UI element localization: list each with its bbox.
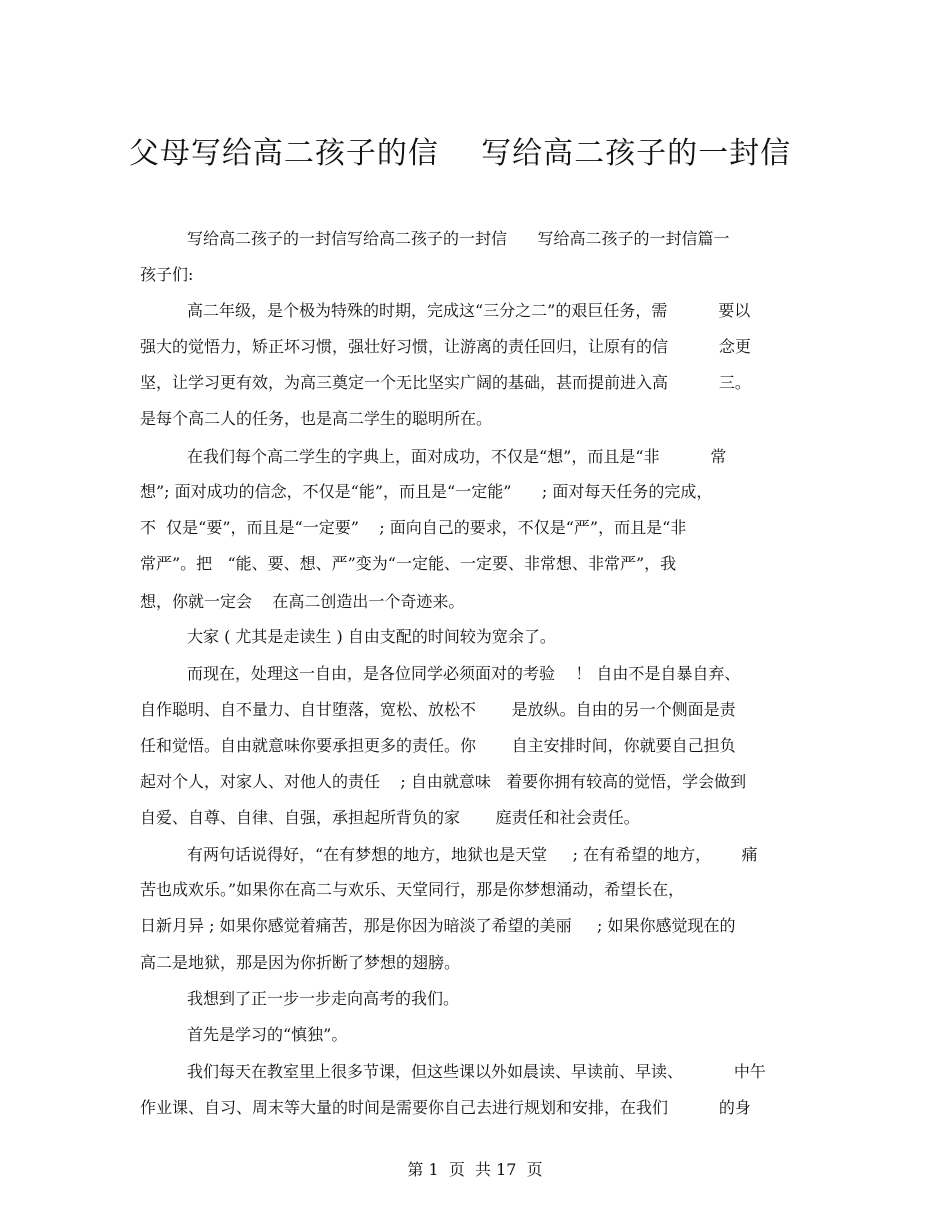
text-line: 作业课、自习、周末等大量的时间是需要你自己去进行规划和安排，在我们 的身 — [140, 1098, 751, 1117]
text-line: 常严”。把 “能、要、想、严”变为“一定能、一定要、非常想、非常严”，我 — [140, 554, 677, 573]
text-line: 孩子们: — [140, 265, 194, 284]
text-line: 坚，让学习更有效，为高三奠定一个无比坚实广阔的基础，甚而提前进入高 三。 — [140, 373, 751, 392]
text-line: 日新月异 ; 如果你感觉着痛苦，那是你因为暗淡了希望的美丽 ; 如果你感觉现在的 — [140, 916, 736, 935]
text-line: 苦也成欢乐。”如果你在高二与欢乐、天堂同行，那是你梦想涌动，希望长在， — [140, 880, 685, 899]
text-line: 而现在，处理这一自由，是各位同学必须面对的考验 ！ 自由不是自暴自弃、 — [187, 664, 741, 683]
page-footer: 第 1 页 共 17 页 — [407, 1160, 543, 1179]
text-line: 我想到了正一步一步走向高考的我们。 — [187, 989, 460, 1008]
page-title: 父母写给高二孩子的信 写给高二孩子的一封信 — [128, 136, 792, 171]
text-line: 我们每天在教室里上很多节课，但这些课以外如晨读、早读前、早读、 中午 — [187, 1062, 766, 1081]
text-line: 写给高二孩子的一封信写给高二孩子的一封信 写给高二孩子的一封信篇一 — [187, 229, 730, 248]
text-line: 想，你就一定会 在高二创造出一个奇迹来。 — [140, 592, 465, 611]
text-line: 想”; 面对成功的信念，不仅是“能”，而且是“一定能” ; 面对每天任务的完成， — [140, 482, 713, 501]
text-line: 起对个人，对家人、对他人的责任 ; 自由就意味 着要你拥有较高的觉悟，学会做到 — [140, 772, 747, 791]
text-line: 自作聪明、自不量力、自甘堕落，宽松、放松不 是放纵。自由的另一个侧面是责 — [140, 700, 736, 719]
text-line: 在我们每个高二学生的字典上，面对成功，不仅是“想”，而且是“非 常 — [187, 447, 727, 466]
text-line: 高二是地狱，那是因为你折断了梦想的翅膀。 — [140, 953, 461, 972]
text-line: 有两句话说得好，“在有梦想的地方，地狱也是天堂 ; 在有希望的地方， 痛 — [187, 845, 758, 864]
text-line: 是每个高二人的任务，也是高二学生的聪明所在。 — [140, 409, 493, 428]
text-line: 大家 ( 尤其是走读生 ) 自由支配的时间较为宽余了。 — [187, 627, 556, 646]
text-line: 强大的觉悟力，矫正坏习惯，强壮好习惯，让游离的责任回归，让原有的信 念更 — [140, 337, 751, 356]
text-line: 高二年级，是个极为特殊的时期，完成这“三分之二”的艰巨任务，需 要以 — [187, 301, 751, 320]
text-line: 任和觉悟。自由就意味你要承担更多的责任。你 自主安排时间，你就要自己担负 — [140, 736, 736, 755]
text-line: 自爱、自尊、自律、自强，承担起所背负的家 庭责任和社会责任。 — [140, 808, 640, 827]
text-line: 首先是学习的“慎独”。 — [187, 1025, 348, 1044]
text-line: 不 仅是“要”，而且是“一定要” ; 面向自己的要求，不仅是“严”，而且是“非 — [140, 518, 687, 537]
